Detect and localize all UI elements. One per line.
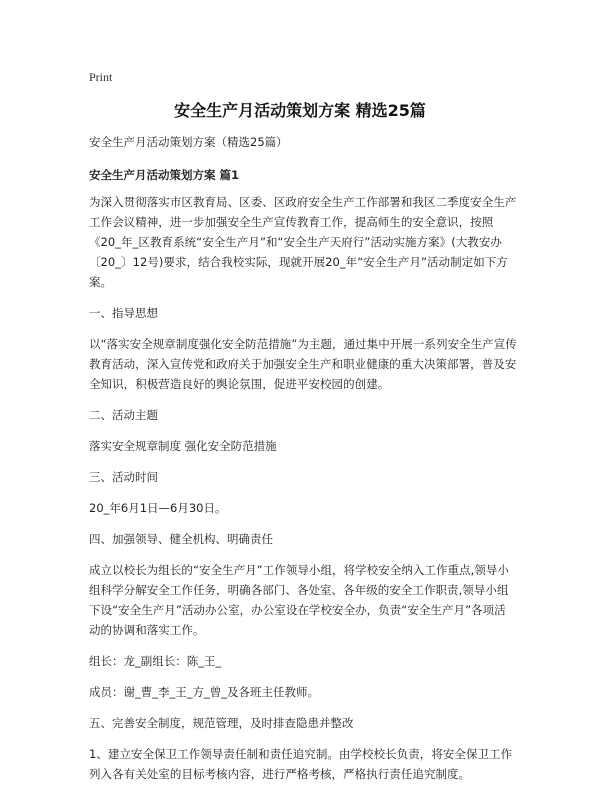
- leadership-paragraph: 成立以校长为组长的“安全生产月”工作领导小组，将学校安全纳入工作重点,领导小组科学分解安全工作任务，明确各部门、各处室、各年级的安全工作职责,领导小组下设“安全生产月”活动办公室，办公室设在学校安全办，负责“安全生产月”各项活动的协调和落实工作。: [89, 563, 509, 637]
- responsibility-paragraph: 1、建立安全保卫工作领导责任制和责任追究制。由学校校长负责，将安全保卫工作列入各有关处室的目标考核内容，进行严格考核，严格执行责任追究制度。: [89, 747, 513, 781]
- section-title: 安全生产月活动策划方案 篇1: [89, 168, 240, 182]
- activity-time-text: 20_年6月1日—6月30日。: [89, 501, 227, 515]
- heading-activity-time: 三、活动时间: [89, 470, 158, 484]
- members-line: 成员：谢_曹_李_王_方_曾_及各班主任教师。: [89, 685, 319, 699]
- document-body: [89, 132, 517, 795]
- print-link[interactable]: Print: [89, 70, 113, 84]
- heading-guiding-ideology: 一、指导思想: [89, 306, 158, 320]
- document-title: 安全生产月活动策划方案 精选25篇: [174, 101, 426, 120]
- heading-leadership: 四、加强领导、健全机构、明确责任: [89, 532, 273, 546]
- activity-theme-text: 落实安全规章制度 强化安全防范措施: [89, 439, 277, 453]
- leaders-line: 组长：龙_副组长：陈_王_: [89, 654, 222, 668]
- intro-paragraph: 为深入贯彻落实市区教育局、区委、区政府安全生产工作部署和我区二季度安全生产工作会议精神，进一步加强安全生产宣传教育工作，提高师生的安全意识，按照《20_年_区教育系统“安全生产月”和“安全生产天府行”活动实施方案》(大教安办〔20_〕12号)要求，结合我校实际，现就开展20_年“安全生产月”活动制定如下方案。: [89, 195, 517, 289]
- heading-activity-theme: 二、活动主题: [89, 408, 158, 422]
- heading-safety-system: 五、完善安全制度，规范管理，及时排查隐患并整改: [89, 716, 354, 730]
- guiding-ideology-paragraph: 以“落实安全规章制度强化安全防范措施”为主题，通过集中开展一系列安全生产宣传教育活动，深入宣传党和政府关于加强安全生产和职业健康的重大决策部署，普及安全知识，积极营造良好的舆论氛围，促进平安校园的创建。: [89, 337, 517, 391]
- document-subtitle: 安全生产月活动策划方案（精选25篇）: [89, 135, 288, 149]
